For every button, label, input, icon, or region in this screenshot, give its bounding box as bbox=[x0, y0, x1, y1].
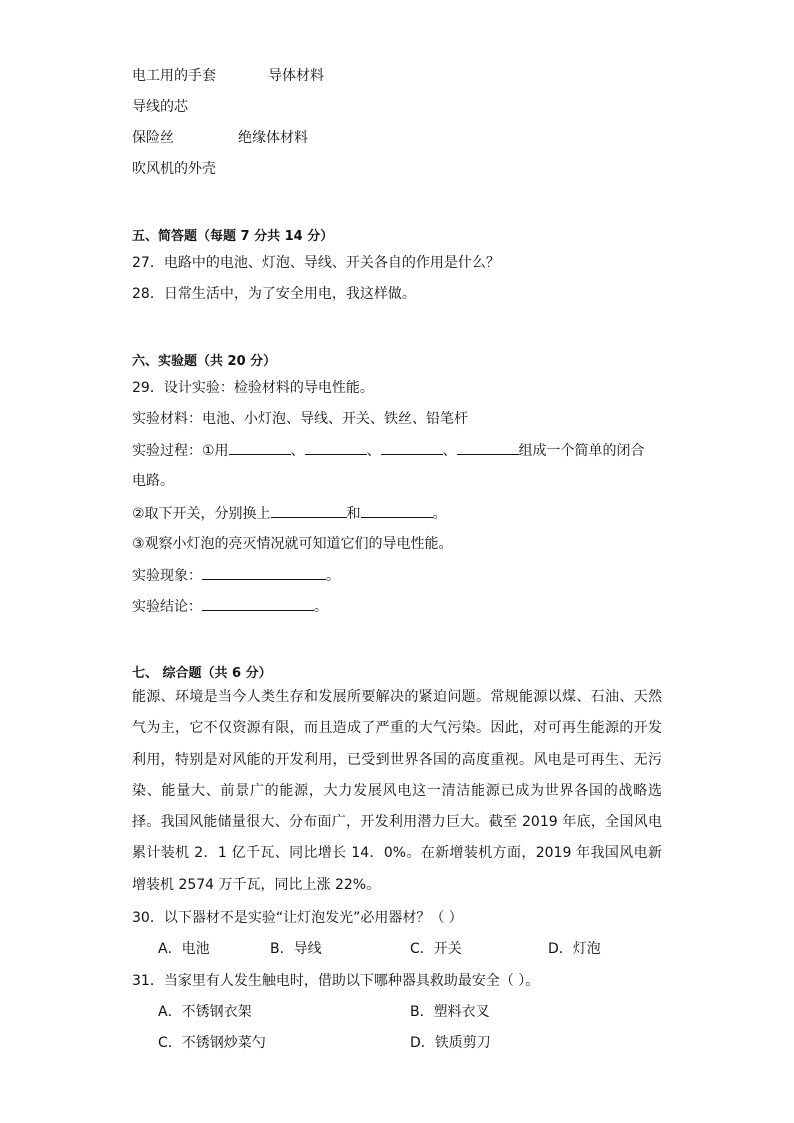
process-continued: 电路。 bbox=[132, 473, 174, 489]
end-mark: 。 bbox=[432, 506, 447, 522]
question-31: 31．当家里有人发生触电时，借助以下哪种器具救助最安全（ ）。 bbox=[132, 973, 540, 989]
separator: 、 bbox=[290, 443, 305, 459]
answer-blank[interactable] bbox=[305, 441, 367, 455]
process-prefix: 实验过程：①用 bbox=[132, 443, 229, 459]
end-mark: 。 bbox=[314, 599, 328, 615]
question-29: 29．设计实验：检验材料的导电性能。 bbox=[132, 380, 374, 396]
separator: 、 bbox=[366, 443, 381, 459]
option-a[interactable]: A．不锈钢衣架 bbox=[158, 1004, 252, 1020]
option-a[interactable]: A．电池 bbox=[158, 941, 210, 957]
match-left-item: 保险丝 bbox=[132, 130, 174, 146]
reading-passage: 能源、环境是当今人类生存和发展所要解决的紧迫问题。常规能源以煤、石油、天然气为主，它不仅资源有限，而且造成了严重的大气污染。因此，对可再生能源的开发利用，特别是对风能的开发利用，已受到世界各国的高度重视。风电是可再生、无污染、能量大、前景广的能源，大力发展风电这一清洁能源已成为世界各国的战略选择。我国风能储量很大、分布面广，开发利用潜力巨大。截至 2019 年底，全国风电累计装机 2．1 亿千瓦、同比增长 14．0%。在新增装机方面，2019 年我国风电新增装机 2574 万千瓦，同比上涨 22%。 bbox=[132, 689, 662, 893]
answer-blank[interactable] bbox=[361, 504, 433, 518]
conclusion-prefix: 实验结论： bbox=[132, 599, 202, 615]
match-right-item: 导体材料 bbox=[268, 68, 324, 84]
option-b[interactable]: B．塑料衣叉 bbox=[410, 1004, 490, 1020]
process-suffix: 组成一个简单的闭合 bbox=[518, 443, 645, 459]
answer-blank[interactable] bbox=[271, 504, 347, 518]
question-27: 27．电路中的电池、灯泡、导线、开关各自的作用是什么？ bbox=[132, 255, 500, 271]
step-2-line bbox=[132, 504, 447, 523]
phenomenon-line bbox=[132, 566, 340, 585]
option-d[interactable]: D．铁质剪刀 bbox=[410, 1035, 491, 1051]
step-2-and: 和 bbox=[346, 506, 361, 522]
option-c[interactable]: C．不锈钢炒菜勺 bbox=[158, 1035, 266, 1051]
separator: 、 bbox=[442, 443, 457, 459]
match-left-item: 吹风机的外壳 bbox=[132, 161, 216, 177]
match-left-item: 电工用的手套 bbox=[132, 68, 216, 84]
option-c[interactable]: C．开关 bbox=[410, 941, 462, 957]
option-b[interactable]: B．导线 bbox=[270, 941, 322, 957]
option-d[interactable]: D．灯泡 bbox=[548, 941, 601, 957]
question-28: 28．日常生活中，为了安全用电，我这样做。 bbox=[132, 286, 416, 302]
phenomenon-prefix: 实验现象： bbox=[132, 568, 202, 584]
materials-line: 实验材料：电池、小灯泡、导线、开关、铁丝、铅笔杆 bbox=[132, 411, 468, 427]
process-line bbox=[132, 441, 645, 460]
answer-blank[interactable] bbox=[229, 441, 291, 455]
section-heading: 六、实验题（共 20 分） bbox=[132, 354, 277, 369]
section-heading: 五、简答题（每题 7 分共 14 分） bbox=[132, 229, 334, 244]
answer-blank[interactable] bbox=[457, 441, 519, 455]
section-heading: 七、 综合题（共 6 分） bbox=[132, 666, 272, 681]
question-30: 30．以下器材不是实验“让灯泡发光”必用器材？（ ） bbox=[132, 910, 463, 926]
match-left-item: 导线的芯 bbox=[132, 99, 188, 115]
answer-blank[interactable] bbox=[381, 441, 443, 455]
conclusion-line bbox=[132, 597, 328, 616]
step-3-line: ③观察小灯泡的亮灭情况就可知道它们的导电性能。 bbox=[132, 536, 453, 552]
step-2-prefix: ②取下开关，分别换上 bbox=[132, 506, 271, 522]
answer-blank[interactable] bbox=[202, 566, 326, 580]
match-right-item: 绝缘体材料 bbox=[238, 130, 308, 146]
answer-blank[interactable] bbox=[202, 597, 314, 611]
end-mark: 。 bbox=[326, 568, 340, 584]
